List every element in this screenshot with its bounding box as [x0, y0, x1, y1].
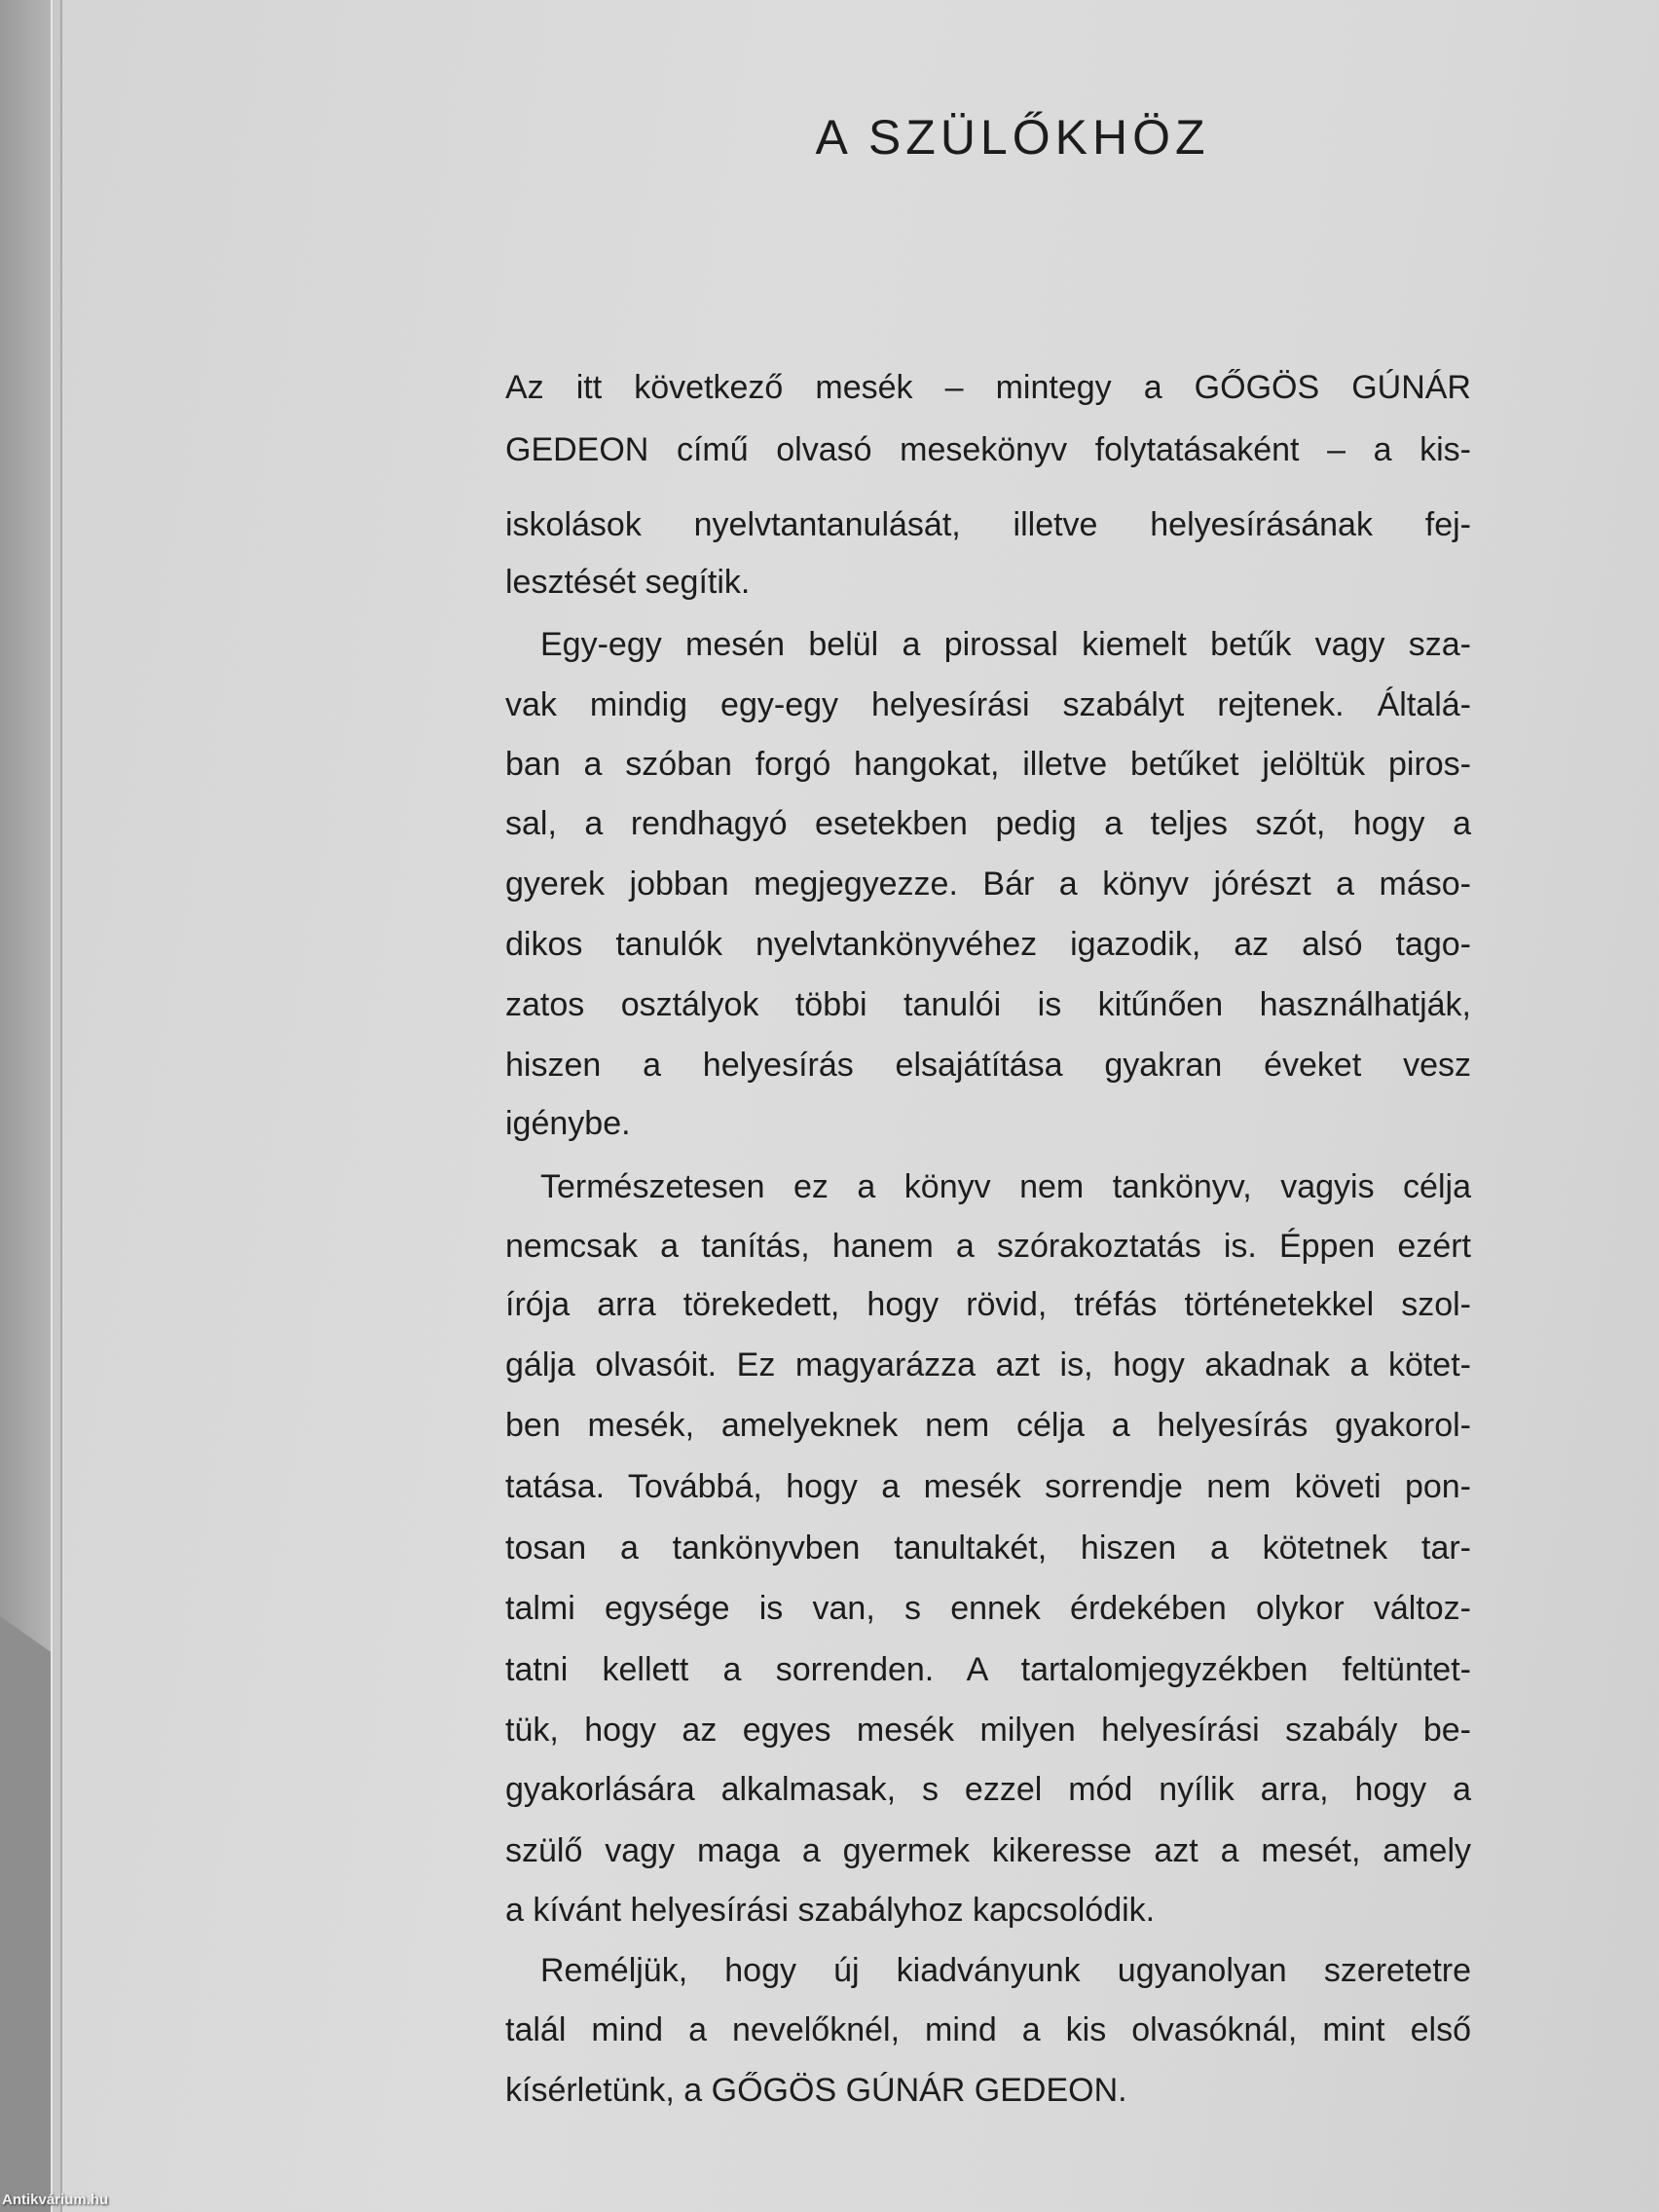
- text-line: kísérletünk, a GŐGÖS GÚNÁR GEDEON.: [505, 2072, 1127, 2109]
- text-line: tatni kellett a sorrenden. A tartalomjegyzékben feltüntet-: [505, 1651, 1471, 1688]
- text-line: zatos osztályok többi tanulói is kitűnően használhatják,: [505, 986, 1471, 1023]
- text-line: Reméljük, hogy új kiadványunk ugyanolyan szeretetre: [540, 1952, 1471, 1989]
- text-line: ben mesék, amelyeknek nem célja a helyesírás gyakorol-: [505, 1407, 1471, 1444]
- text-line: gyerek jobban megjegyezze. Bár a könyv jórészt a máso-: [505, 866, 1471, 903]
- text-line: Egy-egy mesén belül a pirossal kiemelt betűk vagy sza-: [540, 626, 1471, 663]
- text-line: sal, a rendhagyó esetekben pedig a teljes szót, hogy a: [505, 805, 1471, 842]
- page-edge-shadow: [0, 1616, 51, 2212]
- page-fold: [51, 0, 62, 2212]
- text-line: tosan a tankönyvben tanultakét, hiszen a kötetnek tar-: [505, 1530, 1471, 1567]
- text-line: tatása. Továbbá, hogy a mesék sorrendje nem követi pon-: [505, 1468, 1471, 1505]
- text-line: a kívánt helyesírási szabályhoz kapcsolódik.: [505, 1892, 1156, 1929]
- text-line: talál mind a nevelőknél, mind a kis olvasóknál, mint első: [505, 2011, 1471, 2048]
- text-line: ban a szóban forgó hangokat, illetve betűket jelöltük piros-: [505, 746, 1471, 783]
- text-line: dikos tanulók nyelvtankönyvéhez igazodik, az alsó tago-: [505, 926, 1471, 963]
- text-line: gálja olvasóit. Ez magyarázza azt is, hogy akadnak a kötet-: [505, 1346, 1471, 1383]
- text-line: vak mindig egy-egy helyesírási szabályt rejtenek. Általá-: [505, 686, 1471, 723]
- text-line: szülő vagy maga a gyermek kikeresse azt a mesét, amely: [505, 1832, 1471, 1869]
- text-line: igénybe.: [505, 1105, 631, 1142]
- text-line: hiszen a helyesírás elsajátítása gyakran éveket vesz: [505, 1047, 1471, 1084]
- text-line: GEDEON című olvasó mesekönyv folytatásaként – a kis-: [505, 431, 1471, 468]
- text-line: gyakorlására alkalmasak, s ezzel mód nyílik arra, hogy a: [505, 1771, 1471, 1808]
- text-line: nemcsak a tanítás, hanem a szórakoztatás is. Éppen ezért: [505, 1228, 1471, 1265]
- text-line: írója arra törekedett, hogy rövid, tréfás történetekkel szol-: [505, 1286, 1471, 1323]
- text-line: iskolások nyelvtantanulását, illetve helyesírásának fej-: [505, 506, 1471, 543]
- text-line: tük, hogy az egyes mesék milyen helyesírási szabály be-: [505, 1712, 1471, 1749]
- text-line: lesztését segítik.: [505, 564, 751, 601]
- watermark: Antikvárium.hu: [2, 2192, 109, 2208]
- text-line: Az itt következő mesék – mintegy a GŐGÖS GÚNÁR: [505, 369, 1471, 406]
- text-line: Természetesen ez a könyv nem tankönyv, vagyis célja: [540, 1168, 1471, 1205]
- page-title: A SZÜLŐKHÖZ: [815, 109, 1210, 165]
- text-line: talmi egysége is van, s ennek érdekében olykor változ-: [505, 1590, 1471, 1627]
